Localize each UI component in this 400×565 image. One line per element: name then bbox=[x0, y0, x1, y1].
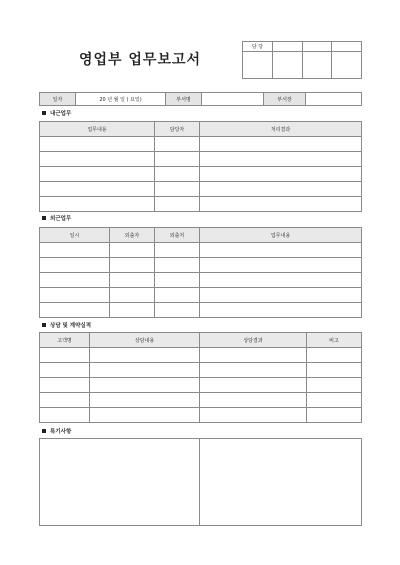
table-row bbox=[40, 273, 362, 288]
table-cell[interactable] bbox=[155, 258, 200, 273]
table-cell[interactable] bbox=[110, 288, 155, 303]
table-cell[interactable] bbox=[40, 363, 90, 378]
table-cell[interactable] bbox=[40, 137, 155, 152]
table-cell[interactable] bbox=[90, 393, 200, 408]
section-title: 특기사항 bbox=[50, 429, 72, 435]
table-cell[interactable] bbox=[40, 378, 90, 393]
column-header: 일시 bbox=[40, 228, 110, 243]
square-bullet-icon bbox=[42, 111, 46, 115]
table-cell[interactable] bbox=[40, 167, 155, 182]
table-cell[interactable] bbox=[40, 273, 110, 288]
table-cell[interactable] bbox=[155, 137, 200, 152]
table-cell[interactable] bbox=[40, 348, 90, 363]
table-row bbox=[40, 303, 362, 318]
table-cell[interactable] bbox=[200, 167, 362, 182]
table-cell[interactable] bbox=[40, 182, 155, 197]
table-row bbox=[40, 258, 362, 273]
table-cell[interactable] bbox=[155, 288, 200, 303]
report-info-row bbox=[39, 92, 362, 106]
approval-sign-cell[interactable] bbox=[332, 52, 362, 79]
table-cell[interactable] bbox=[40, 393, 90, 408]
column-header: 업무내용 bbox=[200, 228, 362, 243]
table-cell[interactable] bbox=[40, 152, 155, 167]
table-cell[interactable] bbox=[90, 348, 200, 363]
square-bullet-icon bbox=[42, 216, 46, 220]
table-cell[interactable] bbox=[200, 258, 362, 273]
table-row bbox=[40, 167, 362, 182]
column-header: 고객명 bbox=[40, 333, 90, 348]
table-row bbox=[40, 152, 362, 167]
approval-sign-cell[interactable] bbox=[243, 52, 273, 79]
table-cell[interactable] bbox=[155, 243, 200, 258]
table-cell[interactable] bbox=[200, 152, 362, 167]
dept-head-label: 부서장 bbox=[264, 93, 306, 106]
table-row bbox=[40, 408, 362, 423]
section-consult-heading bbox=[42, 321, 91, 329]
table-cell[interactable] bbox=[200, 303, 362, 318]
approval-sign-cell[interactable] bbox=[273, 52, 303, 79]
approval-header-cell[interactable] bbox=[332, 42, 362, 52]
column-header: 외출처 bbox=[155, 228, 200, 243]
table-cell[interactable] bbox=[110, 258, 155, 273]
table-cell[interactable] bbox=[307, 363, 362, 378]
date-label: 일자 bbox=[40, 93, 76, 106]
column-header: 비고 bbox=[307, 333, 362, 348]
table-cell[interactable] bbox=[90, 363, 200, 378]
approval-label: 담 당 bbox=[243, 42, 273, 52]
column-header: 외출자 bbox=[110, 228, 155, 243]
table-row bbox=[40, 348, 362, 363]
notes-field-left[interactable] bbox=[40, 439, 200, 526]
table-cell[interactable] bbox=[307, 348, 362, 363]
dept-label: 부서명 bbox=[166, 93, 202, 106]
table-cell[interactable] bbox=[155, 182, 200, 197]
table-cell[interactable] bbox=[90, 408, 200, 423]
square-bullet-icon bbox=[42, 323, 46, 327]
table-cell[interactable] bbox=[110, 273, 155, 288]
date-field[interactable]: 20 년 월 일 ( 요일) bbox=[76, 93, 166, 106]
section-title: 외근업무 bbox=[50, 216, 72, 222]
approval-box bbox=[242, 41, 362, 79]
internal-work-table bbox=[39, 121, 362, 212]
table-cell[interactable] bbox=[307, 393, 362, 408]
table-cell[interactable] bbox=[200, 243, 362, 258]
table-row bbox=[40, 243, 362, 258]
column-header: 상담결과 bbox=[200, 333, 307, 348]
column-header: 업무내용 bbox=[40, 122, 155, 137]
table-cell[interactable] bbox=[40, 197, 155, 212]
dept-head-field[interactable] bbox=[306, 93, 362, 106]
table-cell[interactable] bbox=[40, 243, 110, 258]
column-header: 처리결과 bbox=[200, 122, 362, 137]
table-cell[interactable] bbox=[200, 288, 362, 303]
table-cell[interactable] bbox=[155, 167, 200, 182]
approval-header-cell[interactable] bbox=[302, 42, 332, 52]
table-cell[interactable] bbox=[200, 393, 307, 408]
table-cell[interactable] bbox=[155, 197, 200, 212]
section-title: 상담 및 계약실적 bbox=[50, 323, 92, 329]
table-cell[interactable] bbox=[200, 137, 362, 152]
table-cell[interactable] bbox=[110, 243, 155, 258]
section-title: 내근업무 bbox=[50, 111, 72, 117]
table-row bbox=[40, 137, 362, 152]
external-work-table bbox=[39, 227, 362, 318]
table-cell[interactable] bbox=[40, 288, 110, 303]
table-row bbox=[40, 197, 362, 212]
dept-field[interactable] bbox=[202, 93, 264, 106]
table-cell[interactable] bbox=[307, 378, 362, 393]
table-row bbox=[40, 393, 362, 408]
table-row bbox=[40, 378, 362, 393]
table-cell[interactable] bbox=[200, 348, 307, 363]
table-cell[interactable] bbox=[200, 197, 362, 212]
table-cell[interactable] bbox=[110, 303, 155, 318]
column-header: 상담내용 bbox=[90, 333, 200, 348]
table-cell[interactable] bbox=[200, 273, 362, 288]
approval-sign-cell[interactable] bbox=[302, 52, 332, 79]
table-cell[interactable] bbox=[155, 152, 200, 167]
table-row bbox=[40, 182, 362, 197]
notes-field-right[interactable] bbox=[200, 439, 362, 526]
table-cell[interactable] bbox=[200, 363, 307, 378]
section-internal-heading bbox=[42, 109, 71, 117]
column-header: 담당자 bbox=[155, 122, 200, 137]
section-notes-heading bbox=[42, 427, 71, 435]
table-cell[interactable] bbox=[200, 378, 307, 393]
square-bullet-icon bbox=[42, 429, 46, 433]
table-cell[interactable] bbox=[200, 408, 307, 423]
table-cell[interactable] bbox=[155, 273, 200, 288]
page-title: 영업부 업무보고서 bbox=[78, 52, 202, 68]
table-cell[interactable] bbox=[155, 303, 200, 318]
table-cell[interactable] bbox=[40, 303, 110, 318]
table-cell[interactable] bbox=[307, 408, 362, 423]
notes-box bbox=[39, 438, 362, 526]
approval-header-cell[interactable] bbox=[273, 42, 303, 52]
table-cell[interactable] bbox=[200, 182, 362, 197]
section-external-heading bbox=[42, 214, 71, 222]
consult-table bbox=[39, 332, 362, 423]
table-cell[interactable] bbox=[40, 408, 90, 423]
table-cell[interactable] bbox=[40, 258, 110, 273]
table-row bbox=[40, 288, 362, 303]
table-cell[interactable] bbox=[90, 378, 200, 393]
table-row bbox=[40, 363, 362, 378]
